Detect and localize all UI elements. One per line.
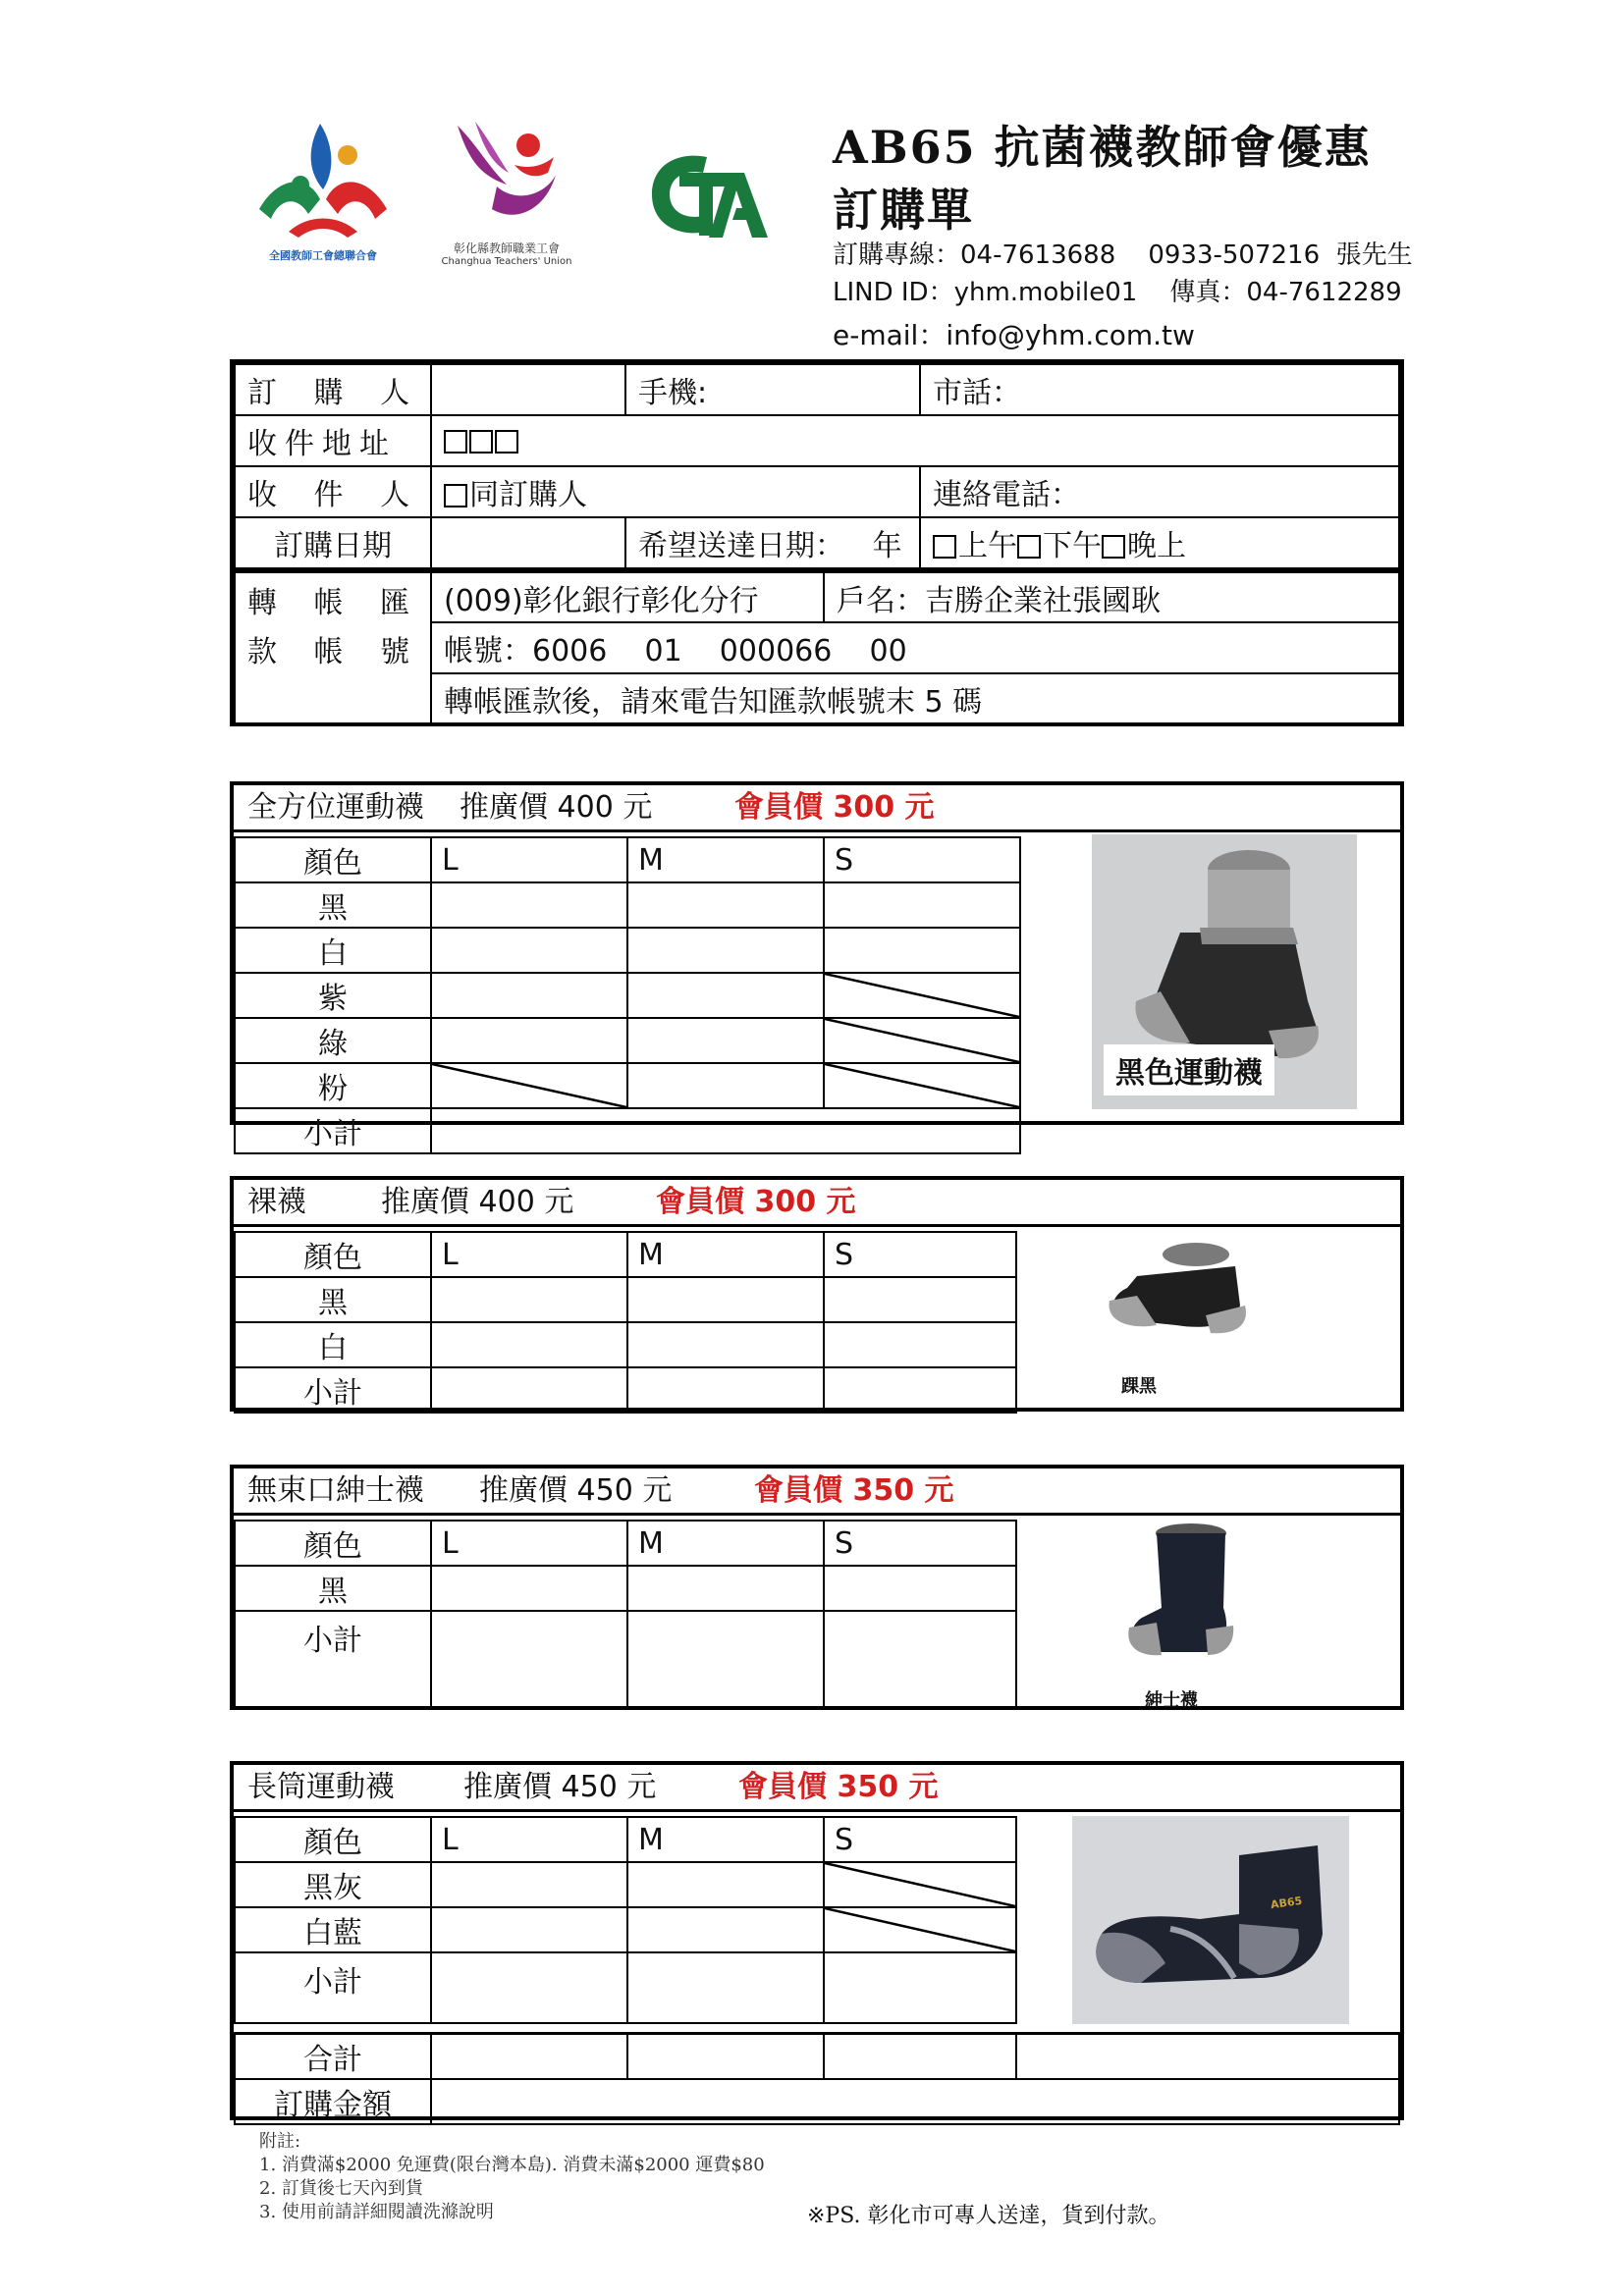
order-info-box <box>230 359 1404 726</box>
qty-cell[interactable] <box>627 882 824 928</box>
account-name: 戶名：吉勝企業社張國耿 <box>824 571 1399 622</box>
total-cell[interactable] <box>431 2034 627 2080</box>
subtotal-label: 小計 <box>235 1952 431 2023</box>
same-as-buyer-checkbox[interactable]: 同訂購人 <box>431 466 920 517</box>
total-label: 合計 <box>235 2034 431 2080</box>
qty-cell[interactable] <box>824 1952 1016 2023</box>
logo-cta <box>638 143 776 251</box>
total-cell[interactable] <box>824 2034 1016 2080</box>
bank-name: (009)彰化銀行彰化分行 <box>431 571 824 622</box>
sock-photo-gentleman <box>1117 1520 1245 1667</box>
unavailable-cell <box>824 1862 1016 1907</box>
sock-photo-long <box>1072 1816 1349 2024</box>
color-label: 白藍 <box>235 1907 431 1952</box>
qty-cell[interactable] <box>824 1566 1016 1611</box>
color-header: 顏色 <box>235 1521 431 1566</box>
order-amount-label: 訂購金額 <box>235 2079 431 2124</box>
delivery-date-field[interactable]: 希望送達日期： 年 <box>625 517 920 568</box>
note-line-1: 1. 消費滿$2000 免運費(限台灣本島). 消費未滿$2000 運費$80 <box>259 2155 765 2175</box>
size-l-header: L <box>431 1817 627 1862</box>
product-header <box>234 1468 1400 1516</box>
photo-caption: 黑色運動襪 <box>1104 1044 1274 1095</box>
sock-photo-ankle <box>1098 1237 1255 1355</box>
subtotal-label: 小計 <box>235 1367 431 1413</box>
promo-price: 推廣價 400 元 <box>460 790 653 825</box>
contact-phone-field[interactable]: 連絡電話： <box>920 466 1399 517</box>
size-table <box>234 1816 1017 2024</box>
logo-teachers-federation <box>249 116 397 263</box>
qty-cell[interactable] <box>824 928 1020 973</box>
qty-cell[interactable] <box>824 1611 1016 1707</box>
qty-cell[interactable] <box>431 1952 627 2023</box>
qty-cell[interactable] <box>627 1367 824 1413</box>
size-m-header: M <box>627 1817 824 1862</box>
qty-cell[interactable] <box>431 1322 627 1367</box>
unavailable-cell <box>824 1018 1020 1063</box>
product-name: 無束口紳士襪 <box>247 1473 424 1508</box>
size-m-header: M <box>627 1232 824 1277</box>
color-header: 顏色 <box>235 1817 431 1862</box>
product-name: 長筒運動襪 <box>247 1770 395 1804</box>
photo-caption: AB65 <box>1270 1894 1303 1912</box>
size-s-header: S <box>824 1817 1016 1862</box>
page-title: AB65 抗菌襪教師會優惠訂購單 <box>833 121 1372 237</box>
total-cell[interactable] <box>1016 2034 1399 2080</box>
promo-price: 推廣價 450 元 <box>479 1473 673 1508</box>
color-label: 黑 <box>235 1566 431 1611</box>
product-name: 全方位運動襪 <box>247 790 424 825</box>
qty-cell[interactable] <box>627 1018 824 1063</box>
subtotal-label: 小計 <box>235 1108 431 1153</box>
address-label: 收件地址 <box>235 415 431 466</box>
member-price: 會員價 300 元 <box>656 1185 856 1219</box>
size-table <box>234 1520 1017 1708</box>
color-label: 粉 <box>235 1063 431 1108</box>
size-l-header: L <box>431 837 627 882</box>
qty-cell[interactable] <box>627 973 824 1018</box>
size-s-header: S <box>824 1521 1016 1566</box>
size-m-header: M <box>627 1521 824 1566</box>
transfer-note: 轉帳匯款後，請來電告知匯款帳號末 5 碼 <box>431 673 1399 724</box>
unavailable-cell <box>824 1907 1016 1952</box>
photo-caption: 紳士襪 <box>1145 1690 1198 1711</box>
color-label: 紫 <box>235 973 431 1018</box>
recipient-label: 收 件 人 <box>235 466 431 517</box>
product-section-gentleman <box>230 1465 1404 1710</box>
color-label: 黑灰 <box>235 1862 431 1907</box>
qty-cell[interactable] <box>824 1277 1016 1322</box>
qty-cell[interactable] <box>431 882 627 928</box>
delivery-time-options[interactable]: 上午 下午 晚上 <box>920 517 1399 568</box>
qty-cell[interactable] <box>627 1611 824 1707</box>
contact-line-2: LIND ID：yhm.mobile01 傳真：04-7612289 <box>833 278 1402 307</box>
color-label: 白 <box>235 1322 431 1367</box>
footnotes <box>259 2130 765 2224</box>
qty-cell[interactable] <box>431 973 627 1018</box>
unavailable-cell <box>824 973 1020 1018</box>
qty-cell[interactable] <box>627 1907 824 1952</box>
product-section-long <box>230 1761 1404 2120</box>
promo-price: 推廣價 400 元 <box>381 1185 574 1219</box>
member-price: 會員價 350 元 <box>754 1473 954 1508</box>
qty-cell[interactable] <box>431 1018 627 1063</box>
qty-cell[interactable] <box>627 1322 824 1367</box>
mobile-field[interactable]: 手機: <box>625 364 920 415</box>
subtotal-field[interactable] <box>431 1108 1020 1153</box>
total-cell[interactable] <box>627 2034 824 2080</box>
ps-note: ※PS. 彰化市可專人送達，貨到付款。 <box>807 2204 1170 2228</box>
promo-price: 推廣價 450 元 <box>463 1770 657 1804</box>
phone-field[interactable]: 市話： <box>920 364 1399 415</box>
member-price: 會員價 300 元 <box>734 790 935 825</box>
color-label: 黑 <box>235 1277 431 1322</box>
contact-line-3: e-mail：info@yhm.com.tw <box>833 319 1195 351</box>
logo1-caption: 全國教師工會總聯合會 <box>269 249 377 262</box>
color-label: 白 <box>235 928 431 973</box>
size-l-header: L <box>431 1521 627 1566</box>
size-table <box>234 1231 1017 1414</box>
product-header <box>234 1765 1400 1812</box>
qty-cell[interactable] <box>431 1566 627 1611</box>
size-l-header: L <box>431 1232 627 1277</box>
qty-cell[interactable] <box>431 1862 627 1907</box>
product-header <box>234 785 1400 832</box>
color-header: 顏色 <box>235 837 431 882</box>
qty-cell[interactable] <box>824 882 1020 928</box>
qty-cell[interactable] <box>431 1611 627 1707</box>
size-s-header: S <box>824 837 1020 882</box>
buyer-field[interactable] <box>431 364 625 415</box>
order-date-field[interactable] <box>431 517 625 568</box>
product-section-sport <box>230 781 1404 1151</box>
qty-cell[interactable] <box>431 1367 627 1413</box>
color-label: 黑 <box>235 882 431 928</box>
qty-cell[interactable] <box>627 1277 824 1322</box>
note-line-2: 2. 訂貨後七天內到貨 <box>259 2178 423 2199</box>
product-name: 裸襪 <box>247 1185 306 1219</box>
buyer-info-table <box>234 363 1400 569</box>
account-number: 帳號：6006 01 000066 00 <box>431 622 1399 673</box>
subtotal-label: 小計 <box>235 1611 431 1707</box>
unavailable-cell <box>824 1063 1020 1108</box>
totals-table <box>234 2032 1400 2125</box>
notes-title: 附註: <box>259 2131 301 2152</box>
product-header <box>234 1180 1400 1227</box>
transfer-label: 轉 帳 匯 款 帳 號 <box>235 571 431 724</box>
logo-changhua-union <box>438 116 575 267</box>
color-header: 顏色 <box>235 1232 431 1277</box>
color-label: 綠 <box>235 1018 431 1063</box>
qty-cell[interactable] <box>627 1952 824 2023</box>
address-field[interactable] <box>431 415 1399 466</box>
qty-cell[interactable] <box>824 1322 1016 1367</box>
product-section-ankle <box>230 1176 1404 1412</box>
order-date-label: 訂購日期 <box>235 517 431 568</box>
size-s-header: S <box>824 1232 1016 1277</box>
size-table <box>234 836 1021 1154</box>
qty-cell[interactable] <box>627 1862 824 1907</box>
member-price: 會員價 350 元 <box>738 1770 939 1804</box>
size-m-header: M <box>627 837 824 882</box>
note-line-3: 3. 使用前請詳細閱讀洗滌說明 <box>259 2202 494 2222</box>
contact-line-1: 訂購專線：04-7613688 0933-507216 張先生 <box>833 240 1413 270</box>
qty-cell[interactable] <box>627 1063 824 1108</box>
qty-cell[interactable] <box>627 1566 824 1611</box>
qty-cell[interactable] <box>431 1277 627 1322</box>
qty-cell[interactable] <box>431 1907 627 1952</box>
buyer-label: 訂 購 人 <box>235 364 431 415</box>
unavailable-cell <box>431 1063 627 1108</box>
bank-transfer-table <box>234 569 1400 725</box>
logo2-caption-zh: 彰化縣教師職業工會 <box>453 241 560 255</box>
qty-cell[interactable] <box>431 928 627 973</box>
photo-caption: 踝黑 <box>1121 1376 1157 1397</box>
qty-cell[interactable] <box>627 928 824 973</box>
order-amount-field[interactable] <box>431 2079 1399 2124</box>
qty-cell[interactable] <box>824 1367 1016 1413</box>
logo2-caption-en: Changhua Teachers' Union <box>441 256 572 267</box>
